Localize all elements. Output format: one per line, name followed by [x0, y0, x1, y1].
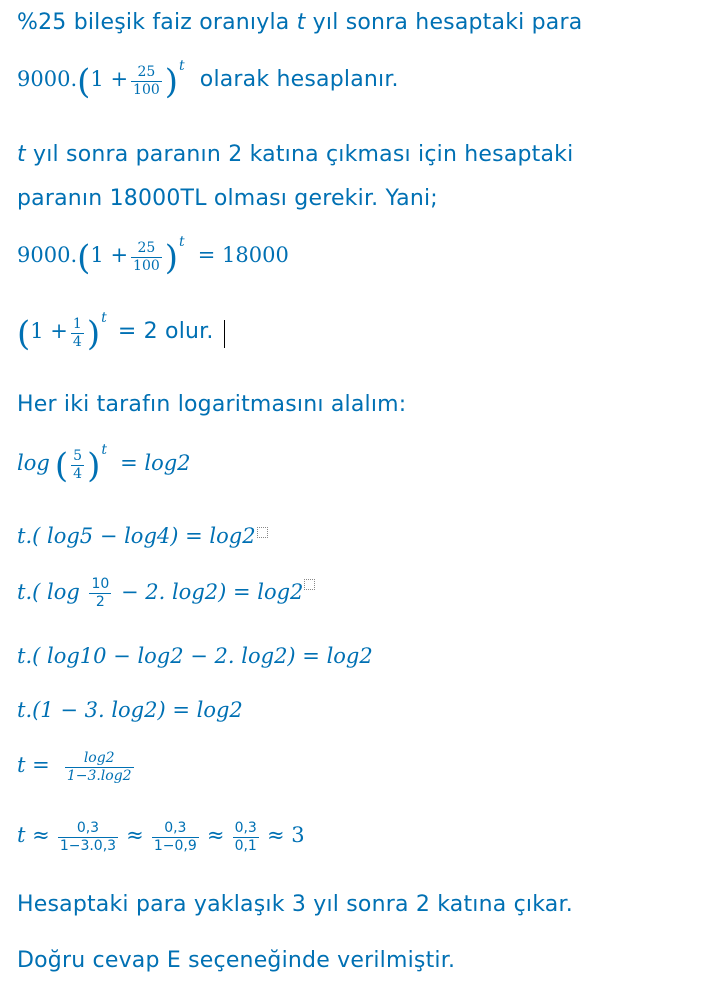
- formula-2: 9000.(1 + $\frac{25}{100}$ )$^t$ = 18000: [17, 234, 289, 278]
- formula2-num: 25: [131, 240, 162, 258]
- formula3-exponent: t: [101, 310, 107, 326]
- formula4-num: 5: [73, 448, 83, 464]
- formula-6: [17, 576, 315, 611]
- formula1-dot: .: [70, 67, 78, 91]
- formula10-lhs: t ≈: [17, 823, 50, 847]
- formula2-den: 100: [133, 258, 160, 274]
- formula3-den: 4: [72, 334, 82, 350]
- formula1-fraction: [131, 64, 162, 99]
- formula1-tail: olarak hesaplanır.: [199, 67, 399, 92]
- formula6-fraction: [89, 576, 111, 611]
- formula-1: [17, 58, 399, 102]
- formula9-den: 1−3.log2: [66, 768, 132, 784]
- formula4-rhs: = log2: [120, 451, 191, 475]
- formula3-one-plus: 1 +: [30, 319, 68, 343]
- formula4-exponent: t: [101, 442, 107, 458]
- para1-line1: [17, 142, 573, 167]
- formula4-fraction: [71, 448, 84, 483]
- formula2-fraction: [131, 240, 162, 275]
- formula9-lhs: t =: [17, 753, 50, 777]
- formula4-den: 4: [73, 466, 83, 482]
- close-paren: ): [86, 313, 101, 354]
- formula-9: [17, 750, 137, 785]
- formula-10: [17, 820, 305, 855]
- para1-variable-t: t: [17, 142, 26, 167]
- formula-4: [17, 442, 191, 486]
- formula5-text: t.( log5 − log4) = log2: [17, 524, 256, 548]
- log-intro: Her iki tarafın logaritmasını alalım:: [17, 392, 407, 417]
- open-paren: (: [54, 445, 69, 486]
- formula10-f3-den: 0,1: [234, 838, 257, 854]
- formula10-fraction3: [233, 820, 259, 855]
- close-paren: ): [164, 61, 179, 102]
- formula1-one-plus: 1 +: [90, 67, 129, 91]
- open-paren: (: [77, 237, 91, 278]
- formula10-rhs: ≈ 3: [266, 823, 305, 847]
- formula2-base: 9000: [17, 243, 71, 267]
- formula10-fraction1: [58, 820, 118, 855]
- intro-pre: %25 bileşik faiz oranıyla: [17, 10, 297, 35]
- para1-line1-text: yıl sonra paranın 2 katına çıkması için hesaptaki: [25, 142, 574, 167]
- formula-3: [17, 310, 225, 354]
- formula10-approx-1: ≈: [126, 823, 144, 847]
- intro-post: yıl sonra hesaptaki para: [305, 10, 583, 35]
- intro-variable-t: t: [296, 10, 306, 35]
- open-paren: (: [77, 61, 91, 102]
- formula6-num: 10: [91, 576, 110, 592]
- formula10-approx-2: ≈: [206, 823, 225, 847]
- close-paren: ): [87, 445, 101, 486]
- formula-8: t.(1 − 3. log2) = log2: [17, 698, 243, 722]
- formula2-rhs: = 18000: [197, 243, 289, 267]
- conclusion-text: Hesaptaki para yaklaşık 3 yıl sonra 2 katına çıkar.: [17, 892, 573, 917]
- formula2-exponent: t: [179, 234, 185, 250]
- formula1-num: 25: [131, 64, 162, 82]
- answer-text: Doğru cevap E seçeneğinde verilmiştir.: [17, 948, 456, 973]
- formula1-base: 9000: [17, 67, 71, 91]
- formula1-den: 100: [133, 82, 160, 98]
- formula6-den: 2: [95, 594, 105, 610]
- formula6-post: − 2. log2) = log2: [114, 580, 304, 604]
- formula10-f1-den: 1−3.0,3: [59, 838, 117, 854]
- formula9-num: log2: [65, 750, 134, 768]
- text-cursor: [224, 320, 225, 348]
- placeholder-box: [257, 527, 268, 538]
- close-paren: ): [164, 237, 179, 278]
- open-paren: (: [17, 313, 31, 354]
- formula3-num: 1: [72, 316, 82, 332]
- formula-7: t.( log10 − log2 − 2. log2) = log2: [17, 644, 373, 668]
- formula10-f2-den: 1−0,9: [153, 838, 197, 854]
- formula10-f1-num: 0,3: [58, 820, 118, 838]
- formula1-exponent: t: [179, 58, 185, 74]
- formula10-f3-num: 0,3: [234, 820, 257, 836]
- formula4-log: log: [17, 451, 50, 475]
- intro-text: [17, 10, 582, 35]
- formula6-pre: t.( log: [17, 580, 87, 604]
- formula3-rhs: = 2 olur.: [117, 319, 214, 344]
- para1-line2: paranın 18000TL olması gerekir. Yani;: [17, 186, 438, 211]
- formula-5: [17, 524, 268, 548]
- placeholder-box: [304, 579, 315, 590]
- formula9-fraction: [65, 750, 134, 785]
- formula10-f2-num: 0,3: [152, 820, 199, 838]
- formula3-fraction: [71, 316, 84, 351]
- formula10-fraction2: [152, 820, 199, 855]
